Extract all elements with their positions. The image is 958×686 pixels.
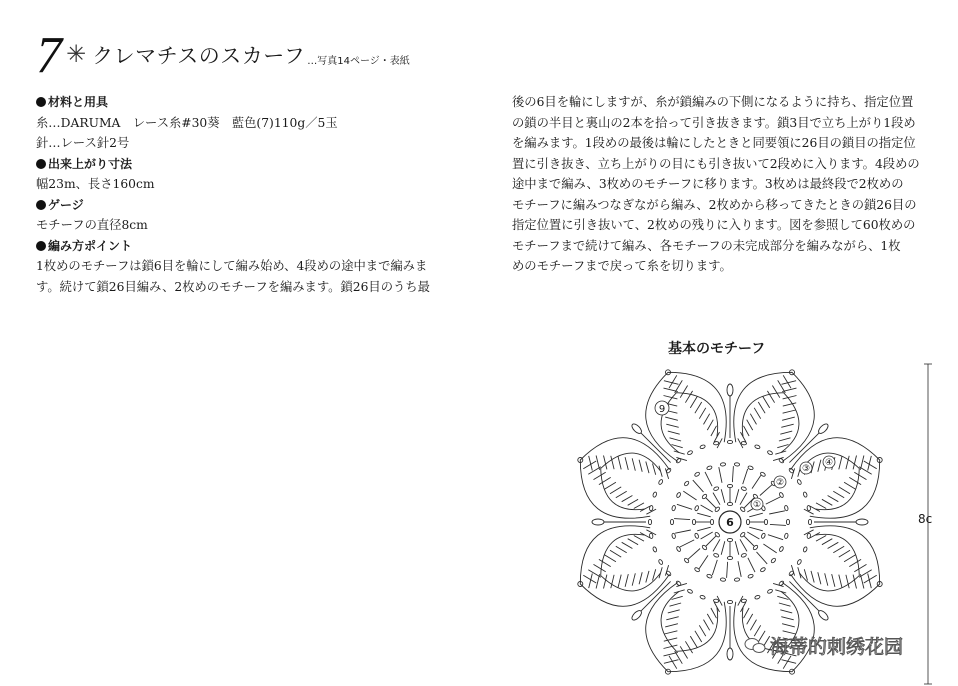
- instructions-line: 指定位置に引き抜いて、2枚めの残りに入ります。図を参照して60枚めの: [512, 218, 916, 232]
- photo-page-reference: …写真14ページ・表紙: [307, 56, 410, 67]
- round-4-label: ④: [824, 458, 834, 468]
- watermark: [744, 632, 903, 659]
- pattern-number: 7: [36, 27, 62, 84]
- bullet-icon: [36, 159, 46, 169]
- points-text-line: 1枚めのモチーフは鎖6目を輪にして編み始め、4段めの途中まで編みま: [36, 259, 428, 273]
- wechat-icon: [744, 637, 766, 655]
- instructions-line: 途中まで編み、3枚めのモチーフに移ります。3枚めは最終段で2枚めの: [512, 177, 904, 191]
- size-heading: 出来上がり寸法: [36, 154, 476, 175]
- pattern-header: [36, 22, 410, 82]
- diagram-title: 基本のモチーフ: [668, 341, 766, 357]
- instructions-line: の鎖の半目と裏山の2本を拾って引き抜きます。鎖3目で立ち上がり1段め: [512, 115, 916, 130]
- materials-hook: 針…レース針2号: [36, 136, 130, 150]
- round-9-label: 9: [658, 404, 666, 415]
- asterisk-star-icon: ✳: [66, 40, 87, 68]
- gauge-text: モチーフの直径8cm: [36, 218, 148, 232]
- bullet-icon: [36, 241, 46, 251]
- instructions-line: めのモチーフまで戻って糸を切ります。: [512, 259, 732, 273]
- points-text-line: す。続けて鎖26目編み、2枚めのモチーフを編みます。鎖26目のうち最: [36, 279, 430, 294]
- size-label: 8c: [918, 512, 933, 526]
- instructions-line: モチーフに編みつなぎながら編み、2枚めから移ってきたときの鎖26目の: [512, 197, 917, 212]
- instructions-line: モチーフまで続けて編み、各モチーフの未完成部分を編みながら、1枚: [512, 238, 901, 253]
- instructions-line: を編みます。1段めの最後は輪にしたときと同要領に26目の鎖目の指定位: [512, 136, 916, 150]
- materials-heading: 材料と用具: [36, 92, 476, 113]
- instructions-line: 置に引き抜き、立ち上がりの目にも引き抜いて2段めに入ります。4段めの: [512, 156, 920, 171]
- bullet-icon: [36, 200, 46, 210]
- bullet-icon: [36, 97, 46, 107]
- instructions-line: 後の6目を輪にしますが、糸が鎖編みの下側になるように持ち、指定位置: [512, 95, 914, 109]
- center-ring-count: 6: [726, 516, 734, 529]
- finished-size: 幅23m、長さ160cm: [36, 177, 155, 191]
- round-3-label: ③: [801, 464, 811, 474]
- instructions-right-column: [512, 92, 946, 277]
- gauge-heading: ゲージ: [36, 195, 476, 216]
- round-labels: [655, 401, 835, 533]
- pattern-title: クレマチスのスカーフ: [92, 44, 306, 68]
- materials-yarn: 糸…DARUMA レース糸#30葵 藍色(7)110g／5玉: [36, 115, 338, 130]
- round-2-label: ②: [775, 478, 785, 488]
- instructions-left-column: [36, 92, 476, 297]
- points-heading: 編み方ポイント: [36, 236, 476, 257]
- watermark-text: 海蒂的刺绣花园: [770, 636, 904, 658]
- round-1-label: ①: [752, 500, 762, 510]
